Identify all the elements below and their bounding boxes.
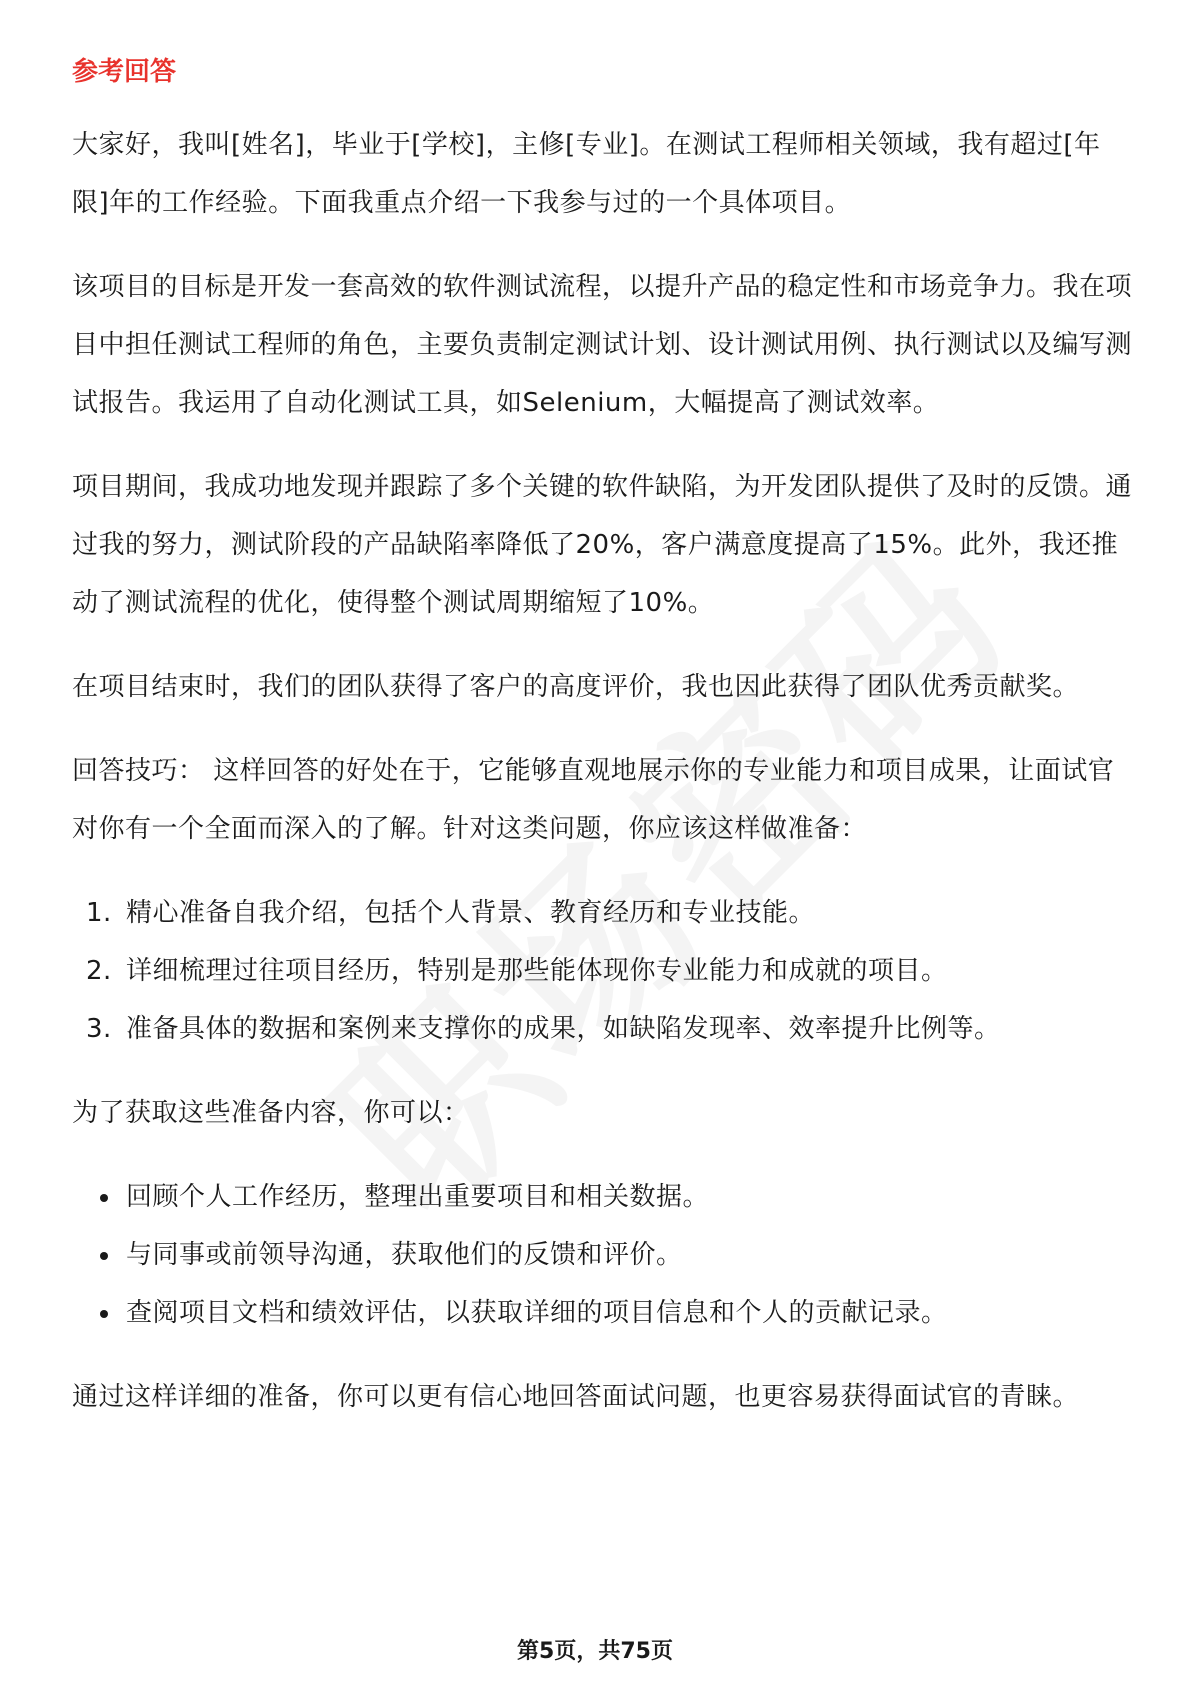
closing-paragraph: 通过这样详细的准备，你可以更有信心地回答面试问题，也更容易获得面试官的青睐。 (72, 1382, 1080, 1412)
list-number: 3. (86, 1014, 112, 1044)
section-heading: 参考回答 (72, 57, 177, 87)
list-item-text: 详细梳理过往项目经历，特别是那些能体现你专业能力和成就的项目。 (126, 956, 948, 986)
list-item-text: 查阅项目文档和绩效评估，以获取详细的项目信息和个人的贡献记录。 (126, 1298, 948, 1328)
document-content (72, 48, 1132, 1452)
intro-paragraph: 大家好，我叫[姓名]，毕业于[学校]，主修[专业]。在测试工程师相关领域，我有超过[年限]年的工作经验。下面我重点介绍一下我参与过的一个具体项目。 (72, 130, 1101, 218)
project-end-paragraph: 在项目结束时，我们的团队获得了客户的高度评价，我也因此获得了团队优秀贡献奖。 (72, 672, 1080, 702)
tips-paragraph: 回答技巧： 这样回答的好处在于，它能够直观地展示你的专业能力和项目成果，让面试官对你有一个全面而深入的了解。针对这类问题，你应该这样做准备： (72, 756, 1115, 844)
bullet-icon (100, 1310, 108, 1318)
bullet-icon (100, 1194, 108, 1202)
page-number-footer: 第5页，共75页 (517, 1639, 673, 1664)
list-item-text: 精心准备自我介绍，包括个人背景、教育经历和专业技能。 (126, 898, 816, 928)
bullet-list-item (72, 1226, 1132, 1284)
list-number: 2. (86, 956, 112, 986)
list-number: 1. (86, 898, 112, 928)
prep-intro-paragraph: 为了获取这些准备内容，你可以： (72, 1098, 470, 1128)
numbered-list-item (72, 942, 1132, 1000)
project-results-paragraph: 项目期间，我成功地发现并跟踪了多个关键的软件缺陷，为开发团队提供了及时的反馈。通过我的努力，测试阶段的产品缺陷率降低了20%，客户满意度提高了15%。此外，我还推动了测试流程的优化，使得整个测试周期缩短了10%。 (72, 472, 1133, 618)
numbered-list-item (72, 1000, 1132, 1058)
bullet-list-item (72, 1168, 1132, 1226)
list-item-text: 准备具体的数据和案例来支撑你的成果，如缺陷发现率、效率提升比例等。 (126, 1014, 1001, 1044)
bullet-list-item (72, 1284, 1132, 1342)
bullet-list (72, 1168, 1132, 1342)
project-goal-paragraph: 该项目的目标是开发一套高效的软件测试流程，以提升产品的稳定性和市场竞争力。我在项目中担任测试工程师的角色，主要负责制定测试计划、设计测试用例、执行测试以及编写测试报告。我运用了自动化测试工具，如Selenium，大幅提高了测试效率。 (72, 272, 1133, 418)
numbered-list (72, 884, 1132, 1058)
list-item-text: 与同事或前领导沟通，获取他们的反馈和评价。 (126, 1240, 683, 1270)
bullet-icon (100, 1252, 108, 1260)
numbered-list-item (72, 884, 1132, 942)
list-item-text: 回顾个人工作经历，整理出重要项目和相关数据。 (126, 1182, 710, 1212)
